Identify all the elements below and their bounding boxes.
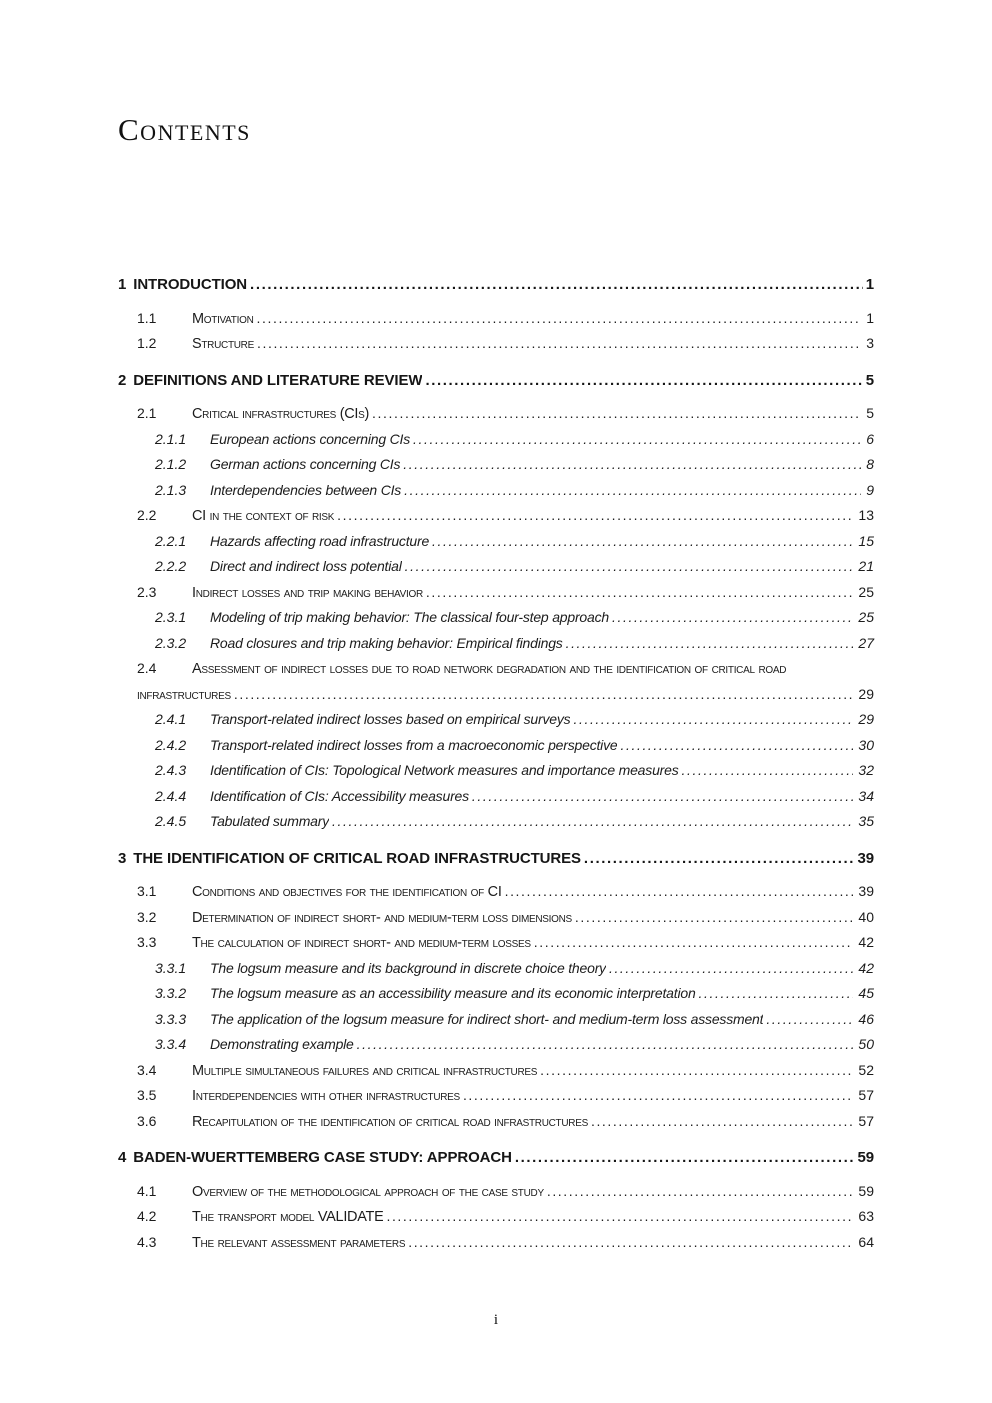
toc-entry-number: 3.2: [137, 908, 157, 925]
toc-entry[interactable]: [118, 503, 874, 529]
toc-entry-number: 2.1.1: [155, 430, 187, 447]
toc-entry[interactable]: [118, 529, 874, 555]
toc-leader-dots: [682, 758, 854, 784]
toc-leader-dots: [534, 930, 854, 956]
toc-leader-dots: [575, 905, 854, 931]
toc-entry-title: INTRODUCTION: [133, 276, 248, 293]
toc-entry-title: German actions concerning CIs: [210, 456, 401, 472]
toc-entry-title: The transport model VALIDATE: [192, 1209, 384, 1225]
toc-leader-dots: [515, 1145, 855, 1171]
toc-entry[interactable]: [118, 682, 874, 708]
toc-entry-number: 2.2.2: [155, 558, 187, 574]
toc-entry-title: Conditions and objectives for the identification of CI: [192, 884, 502, 900]
toc-entry-title: Assessment of indirect losses due to road network degradation and the identification of critical road: [192, 661, 787, 677]
toc-entry-number: 2.2: [137, 507, 157, 523]
toc-entry-title: Interdependencies with other infrastructures: [192, 1088, 460, 1104]
toc-entry-page: 13: [858, 507, 874, 523]
toc-entry-number: 2.1.3: [155, 481, 187, 498]
toc-leader-dots: [432, 529, 853, 555]
toc-entry-number: 2.4.3: [155, 762, 187, 778]
toc-entry-page: 35: [858, 813, 874, 829]
toc-entry[interactable]: [118, 879, 874, 905]
toc-entry-page: 25: [858, 583, 874, 600]
toc-entry-page: 29: [858, 685, 874, 702]
toc-entry-number: 2.4.1: [155, 711, 187, 727]
toc-entry[interactable]: [118, 331, 874, 357]
toc-entry[interactable]: [118, 631, 874, 657]
toc-leader-dots: [463, 1083, 853, 1109]
toc-entry-title: Direct and indirect loss potential: [210, 558, 402, 574]
toc-entry-title: Demonstrating example: [210, 1036, 354, 1052]
toc-entry[interactable]: [118, 1109, 874, 1135]
toc-entry[interactable]: [118, 1007, 874, 1033]
toc-entry-number: 1.1: [137, 309, 157, 326]
toc-entry-number: 4: [118, 1149, 127, 1166]
toc-entry[interactable]: [118, 1083, 874, 1109]
toc-entry-number: 3.3: [137, 934, 157, 950]
toc-entry-title: Indirect losses and trip making behavior: [192, 584, 423, 601]
toc-entry-page: 52: [858, 1061, 874, 1078]
toc-entry-title: The calculation of indirect short- and medium-term losses: [192, 935, 531, 951]
toc-entry-page: 39: [858, 883, 874, 899]
toc-entry-number: 1.2: [137, 335, 157, 351]
toc-leader-dots: [257, 306, 862, 332]
toc-entry[interactable]: [118, 1032, 874, 1058]
toc-entry-number: 2.1.2: [155, 456, 187, 472]
toc-entry-title: The application of the logsum measure for indirect short- and medium-term loss assessment: [210, 1010, 764, 1027]
toc-leader-dots: [612, 605, 853, 631]
toc-leader-dots: [505, 879, 854, 905]
toc-leader-dots: [357, 1032, 854, 1058]
toc-leader-dots: [425, 368, 862, 394]
toc-entry-page: 46: [858, 1010, 874, 1027]
toc-entry-number: 2.2.1: [155, 532, 187, 549]
toc-entry-page: 57: [858, 1087, 874, 1103]
toc-entry[interactable]: [118, 733, 874, 759]
toc-entry-number: 3.3.2: [155, 985, 187, 1001]
toc-entry-page: 59: [857, 1149, 874, 1166]
toc-entry-number: 2.4.4: [155, 787, 187, 804]
toc-entry[interactable]: [118, 452, 874, 478]
toc-entry-title: Motivation: [192, 310, 254, 327]
toc-entry-number: 4.3: [137, 1233, 157, 1250]
toc-entry-number: 4.2: [137, 1208, 157, 1224]
toc-entry-page: 32: [858, 762, 874, 778]
toc-entry-number: 3.5: [137, 1087, 157, 1103]
toc-entry[interactable]: [118, 707, 874, 733]
toc-entry-number: 3.1: [137, 883, 157, 899]
toc-leader-dots: [547, 1179, 854, 1205]
toc-entry-title: infrastructures: [137, 686, 231, 703]
toc-entry[interactable]: [118, 368, 874, 394]
toc-entry-page: 30: [858, 736, 874, 753]
toc-entry-number: 2.1: [137, 405, 157, 421]
toc-leader-dots: [405, 554, 854, 580]
toc-entry-page: 27: [858, 634, 874, 651]
toc-entry-title: Critical infrastructures (CIs): [192, 406, 370, 422]
toc-entry-number: 3.3.1: [155, 959, 187, 976]
toc-entry-page: 6: [866, 430, 874, 447]
toc-entry-number: 2.4.2: [155, 736, 187, 753]
toc-leader-dots: [609, 956, 853, 982]
toc-entry-page: 42: [858, 934, 874, 950]
toc-entry-title: The logsum measure as an accessibility measure and its economic interpretation: [210, 985, 696, 1001]
toc-leader-dots: [573, 707, 853, 733]
toc-leader-dots: [234, 682, 854, 708]
toc-entry-title: Determination of indirect short- and medium-term loss dimensions: [192, 909, 572, 926]
toc-leader-dots: [472, 784, 854, 810]
toc-entry[interactable]: [118, 1204, 874, 1230]
toc-entry[interactable]: [118, 956, 874, 982]
toc-entry-title: Transport-related indirect losses based on empirical surveys: [210, 711, 571, 727]
toc-entry[interactable]: [118, 306, 874, 332]
toc-leader-dots: [408, 1230, 853, 1256]
toc-leader-dots: [250, 272, 863, 298]
toc-entry-number: 1: [118, 276, 127, 293]
toc-entry-page: 21: [858, 558, 874, 574]
toc-entry-number: 3.3.3: [155, 1010, 187, 1027]
toc-entry-title: BADEN-WUERTTEMBERG CASE STUDY: APPROACH: [133, 1149, 512, 1166]
toc-entry[interactable]: [118, 1179, 874, 1205]
toc-leader-dots: [257, 331, 861, 357]
toc-entry[interactable]: [118, 809, 874, 835]
toc-leader-dots: [584, 846, 855, 872]
toc-leader-dots: [699, 981, 854, 1007]
toc-entry[interactable]: [118, 758, 874, 784]
toc-entry-page: 34: [858, 787, 874, 804]
toc-entry-number: 3.6: [137, 1112, 157, 1129]
toc-leader-dots: [620, 733, 853, 759]
toc-leader-dots: [413, 427, 861, 453]
toc-entry-page: 39: [857, 849, 874, 867]
toc-entry[interactable]: [118, 427, 874, 453]
toc-entry-page: 1: [865, 276, 874, 293]
toc-entry-number: 4.1: [137, 1182, 157, 1199]
toc-entry-number: 2.4.5: [155, 813, 187, 829]
toc-leader-dots: [372, 401, 861, 427]
toc-leader-dots: [426, 580, 854, 606]
toc-leader-dots: [332, 809, 853, 835]
toc-entry-title: European actions concerning CIs: [210, 430, 411, 447]
toc-entry-page: 64: [858, 1233, 874, 1250]
toc-leader-dots: [404, 478, 861, 504]
toc-list: [118, 272, 874, 1255]
toc-entry-title: CI in the context of risk: [192, 508, 335, 524]
toc-entry-number: 2: [118, 371, 127, 389]
toc-entry[interactable]: [118, 605, 874, 631]
toc-entry[interactable]: [118, 905, 874, 931]
toc-entry-title: Multiple simultaneous failures and critical infrastructures: [192, 1062, 538, 1079]
toc-entry[interactable]: [118, 1230, 874, 1256]
toc-leader-dots: [403, 452, 861, 478]
toc-entry[interactable]: [118, 1058, 874, 1084]
toc-entry-title: Structure: [192, 336, 254, 352]
toc-entry-title: Modeling of trip making behavior: The classical four-step approach: [210, 609, 609, 625]
toc-entry-title: Hazards affecting road infrastructure: [210, 532, 430, 549]
toc-leader-dots: [337, 503, 853, 529]
toc-entry-title: Transport-related indirect losses from a macroeconomic perspective: [210, 736, 618, 753]
toc-entry-title: Recapitulation of the identification of critical road infrastructures: [192, 1113, 588, 1130]
toc-entry-title: Identification of CIs: Topological Network measures and importance measures: [210, 762, 679, 778]
toc-entry[interactable]: [118, 580, 874, 606]
toc-entry-page: 25: [858, 609, 874, 625]
toc-entry[interactable]: [118, 656, 874, 682]
toc-entry-page: 42: [858, 959, 874, 976]
toc-entry-page: 15: [858, 532, 874, 549]
footer-page-number: i: [493, 1312, 499, 1328]
toc-entry-title: THE IDENTIFICATION OF CRITICAL ROAD INFRASTRUCTURES: [133, 849, 581, 867]
toc-entry-page: 45: [858, 985, 874, 1001]
toc-entry-title: Overview of the methodological approach of the case study: [192, 1183, 544, 1200]
toc-entry-title: The logsum measure and its background in discrete choice theory: [210, 959, 606, 976]
toc-entry-number: 2.3.1: [155, 609, 187, 625]
toc-entry-page: 8: [866, 456, 874, 472]
toc-entry-page: 1: [866, 309, 874, 326]
toc-entry-page: 59: [858, 1182, 874, 1199]
toc-entry[interactable]: [118, 478, 874, 504]
toc-leader-dots: [591, 1109, 853, 1135]
toc-entry-number: 3.4: [137, 1061, 157, 1078]
toc-entry-title: Interdependencies between CIs: [210, 481, 402, 498]
toc-entry-number: 2.4: [137, 660, 157, 676]
toc-entry-number: 3.3.4: [155, 1036, 187, 1052]
toc-entry[interactable]: [118, 930, 874, 956]
toc-entry-number: 3: [118, 849, 127, 867]
toc-entry[interactable]: [118, 846, 874, 872]
toc-entry[interactable]: [118, 784, 874, 810]
toc-entry-title: Identification of CIs: Accessibility measures: [210, 787, 469, 804]
toc-leader-dots: [540, 1058, 853, 1084]
toc-entry-number: 2.3.2: [155, 634, 187, 651]
toc-entry-page: 63: [858, 1208, 874, 1224]
toc-leader-dots: [766, 1007, 853, 1033]
toc-entry-page: 9: [866, 481, 874, 498]
toc-entry-page: 3: [866, 335, 874, 351]
toc-entry-title: Road closures and trip making behavior: Empirical findings: [210, 634, 563, 651]
toc-entry-page: 29: [858, 711, 874, 727]
toc-entry-page: 50: [858, 1036, 874, 1052]
toc-entry-title: The relevant assessment parameters: [192, 1234, 406, 1251]
toc-entry-page: 40: [858, 908, 874, 925]
toc-entry-title: DEFINITIONS AND LITERATURE REVIEW: [133, 371, 423, 389]
page-title: Contents: [118, 112, 251, 147]
toc-entry[interactable]: [118, 1145, 874, 1171]
toc-entry[interactable]: [118, 272, 874, 298]
toc-entry-page: 57: [858, 1112, 874, 1129]
toc-entry[interactable]: [118, 981, 874, 1007]
toc-entry[interactable]: [118, 401, 874, 427]
toc-leader-dots: [386, 1204, 853, 1230]
toc-entry[interactable]: [118, 554, 874, 580]
toc-entry-title: Tabulated summary: [210, 813, 330, 829]
toc-entry-page: 5: [866, 405, 874, 421]
toc-entry-page: 5: [865, 371, 874, 389]
toc-entry-number: 2.3: [137, 583, 157, 600]
toc-leader-dots: [566, 631, 854, 657]
